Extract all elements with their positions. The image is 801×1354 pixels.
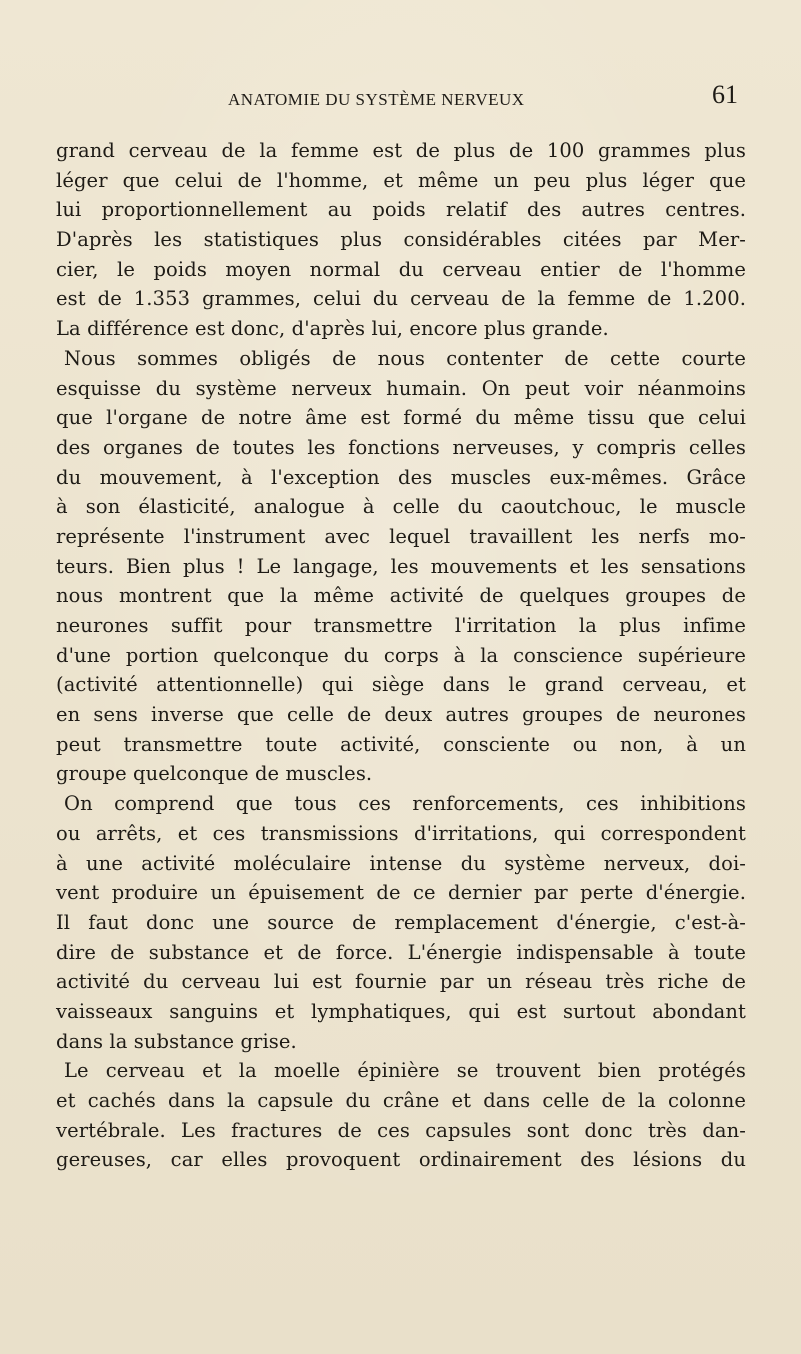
text-line: vertébrale. Les fractures de ces capsules sont donc très dan- bbox=[56, 1118, 746, 1142]
text-line: teurs. Bien plus ! Le langage, les mouvements et les sensations bbox=[56, 554, 746, 578]
text-line: ou arrêts, et ces transmissions d'irritations, qui correspondent bbox=[56, 821, 746, 845]
running-head bbox=[0, 80, 801, 120]
text-line: représente l'instrument avec lequel travaillent les nerfs mo- bbox=[56, 524, 746, 548]
text-line: d'une portion quelconque du corps à la conscience supérieure bbox=[56, 643, 746, 667]
running-head-title: ANATOMIE DU SYSTÈME NERVEUX bbox=[228, 90, 525, 109]
text-line: groupe quelconque de muscles. bbox=[56, 762, 373, 786]
text-line: à son élasticité, analogue à celle du caoutchouc, le muscle bbox=[56, 495, 746, 519]
text-line: des organes de toutes les fonctions nerveuses, y compris celles bbox=[56, 435, 746, 459]
text-line: esquisse du système nerveux humain. On peut voir néanmoins bbox=[56, 376, 746, 400]
page-number: 61 bbox=[712, 80, 738, 109]
text-line: activité du cerveau lui est fournie par un réseau très riche de bbox=[56, 970, 746, 994]
text-line: lui proportionnellement au poids relatif des autres centres. bbox=[56, 198, 746, 222]
text-line: grand cerveau de la femme est de plus de 100 grammes plus bbox=[56, 139, 746, 162]
text-line: Il faut donc une source de remplacement d'énergie, c'est-à- bbox=[56, 910, 746, 934]
text-line: vaisseaux sanguins et lymphatiques, qui est surtout abondant bbox=[56, 999, 746, 1023]
text-line: neurones suffit pour transmettre l'irritation la plus infime bbox=[56, 614, 746, 637]
text-line: à une activité moléculaire intense du système nerveux, doi- bbox=[56, 851, 746, 875]
text-line: cier, le poids moyen normal du cerveau entier de l'homme bbox=[56, 257, 746, 281]
text-line: La différence est donc, d'après lui, encore plus grande. bbox=[56, 317, 609, 341]
text-line: que l'organe de notre âme est formé du même tissu que celui bbox=[56, 406, 746, 430]
text-line: D'après les statistiques plus considérables citées par Mer- bbox=[56, 228, 746, 252]
text-line: et cachés dans la capsule du crâne et dans celle de la colonne bbox=[56, 1089, 746, 1112]
text-line: (activité attentionnelle) qui siège dans le grand cerveau, et bbox=[56, 673, 746, 697]
text-line: On comprend que tous ces renforcements, ces inhibitions bbox=[64, 792, 746, 816]
text-line: du mouvement, à l'exception des muscles eux-mêmes. Grâce bbox=[56, 465, 746, 489]
text-line: Le cerveau et la moelle épinière se trouvent bien protégés bbox=[64, 1059, 746, 1083]
text-line: léger que celui de l'homme, et même un peu plus léger que bbox=[56, 168, 746, 192]
text-line: vent produire un épuisement de ce dernier par perte d'énergie. bbox=[56, 881, 746, 905]
text-line: en sens inverse que celle de deux autres groupes de neurones bbox=[56, 703, 746, 727]
text-line: gereuses, car elles provoquent ordinairement des lésions du bbox=[56, 1148, 746, 1172]
text-line: peut transmettre toute activité, consciente ou non, à un bbox=[56, 732, 746, 756]
text-line: Nous sommes obligés de nous contenter de cette courte bbox=[64, 346, 746, 370]
text-line: est de 1.353 grammes, celui du cerveau de la femme de 1.200. bbox=[56, 287, 746, 311]
text-line: nous montrent que la même activité de quelques groupes de bbox=[56, 584, 746, 608]
text-line: dire de substance et de force. L'énergie indispensable à toute bbox=[56, 940, 746, 964]
text-line: dans la substance grise. bbox=[56, 1029, 297, 1053]
body-text bbox=[56, 136, 746, 1175]
